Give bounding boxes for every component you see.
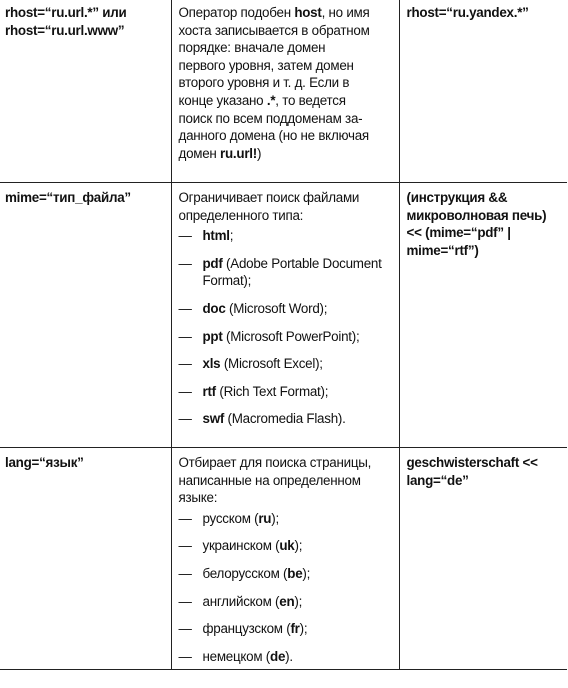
description-line: поиск по всем поддоменам за- bbox=[178, 110, 363, 126]
list-item-text: украинском ( bbox=[202, 538, 280, 554]
list-item-text: (Microsoft Word); bbox=[225, 300, 328, 316]
list-item-text: (Rich Text Format); bbox=[215, 383, 329, 399]
example-query: << (mime=“pdf” | bbox=[406, 225, 511, 241]
description-line: первого уровня, затем домен bbox=[178, 57, 354, 73]
list-item-text: (Adobe Portable Document Format); bbox=[202, 255, 382, 289]
description-line: Ограничивает поиск файлами bbox=[178, 190, 360, 205]
operator-cell bbox=[0, 183, 171, 448]
list-item-text: ). bbox=[285, 648, 293, 664]
description-line: написанные на определенном bbox=[178, 472, 361, 488]
example-query: микроволновая печь) bbox=[406, 207, 547, 223]
dash-bullet: — bbox=[178, 411, 192, 427]
dash-bullet: — bbox=[178, 621, 192, 637]
operator-cell bbox=[0, 448, 171, 670]
operator-syntax: lang=“язык” bbox=[5, 455, 84, 470]
description-line: конце указано .*, то ведется bbox=[178, 92, 346, 108]
list-item-key: uk bbox=[279, 538, 295, 554]
list-item bbox=[179, 510, 393, 528]
file-type-list bbox=[179, 227, 393, 428]
operator-syntax-text: rhost=“ru.url.www” bbox=[5, 22, 125, 38]
list-item bbox=[179, 565, 393, 583]
dash-bullet: — bbox=[178, 565, 192, 581]
description-cell bbox=[171, 183, 399, 448]
list-item bbox=[179, 620, 393, 638]
dash-bullet: — bbox=[178, 383, 192, 399]
dash-bullet: — bbox=[178, 510, 192, 526]
list-item bbox=[179, 648, 393, 666]
description-line: хоста записывается в обратном bbox=[178, 22, 370, 38]
list-item-key: rtf bbox=[202, 383, 216, 399]
operator-syntax bbox=[5, 22, 165, 40]
language-list bbox=[179, 510, 393, 666]
list-item bbox=[179, 300, 393, 318]
list-item-key: fr bbox=[290, 621, 300, 637]
dash-bullet: — bbox=[178, 538, 192, 554]
description-line: второго уровня и т. д. Если в bbox=[178, 75, 350, 91]
list-item-key: ru bbox=[258, 510, 272, 526]
table-row bbox=[0, 448, 567, 670]
list-item-key: en bbox=[279, 593, 295, 609]
example-query: rhost=“ru.yandex.*” bbox=[406, 5, 529, 20]
list-item-key: doc bbox=[202, 300, 226, 316]
list-item-key: pdf bbox=[202, 255, 223, 271]
description-line: Отбирает для поиска страницы, bbox=[178, 455, 372, 470]
dash-bullet: — bbox=[178, 228, 192, 244]
list-item bbox=[179, 410, 393, 428]
description-line: языке: bbox=[178, 490, 218, 506]
dash-bullet: — bbox=[178, 300, 192, 316]
list-item bbox=[179, 593, 393, 611]
table-row bbox=[0, 0, 567, 183]
list-item-key: swf bbox=[202, 411, 225, 427]
list-item-key: xls bbox=[202, 356, 221, 372]
list-item-text: (Microsoft PowerPoint); bbox=[222, 328, 360, 344]
list-item-text: немецком ( bbox=[202, 648, 271, 664]
list-item-text: французском ( bbox=[202, 621, 291, 637]
example-cell bbox=[399, 183, 567, 448]
list-item-key: ppt bbox=[202, 328, 223, 344]
description-line: домен ru.url!) bbox=[178, 145, 262, 161]
list-item-text: английском ( bbox=[202, 593, 280, 609]
list-item-text: (Macromedia Flash). bbox=[224, 411, 346, 427]
example-query: geschwisterschaft << bbox=[406, 455, 538, 470]
list-item-text: ); bbox=[302, 565, 311, 581]
dash-bullet: — bbox=[178, 356, 192, 372]
operator-cell bbox=[0, 0, 171, 183]
list-item-key: de bbox=[270, 648, 286, 664]
list-item bbox=[179, 537, 393, 555]
list-item-text: ; bbox=[229, 228, 234, 244]
dash-bullet: — bbox=[178, 593, 192, 609]
operator-syntax: rhost=“ru.url.*” или bbox=[5, 5, 127, 20]
description-line: данного домена (но не включая bbox=[178, 128, 369, 144]
description-line: Оператор подобен host, но имя bbox=[178, 5, 370, 20]
dash-bullet: — bbox=[178, 648, 192, 664]
description-line: порядке: вначале домен bbox=[178, 40, 326, 56]
example-query: lang=“de” bbox=[406, 472, 469, 488]
description-cell bbox=[171, 0, 399, 183]
example-query: mime=“rtf”) bbox=[406, 242, 479, 258]
table-row bbox=[0, 183, 567, 448]
example-query: (инструкция && bbox=[406, 190, 508, 205]
operator-syntax: mime=“тип_файла” bbox=[5, 190, 131, 205]
list-item-text: (Microsoft Excel); bbox=[220, 356, 323, 372]
list-item-text: ); bbox=[294, 593, 303, 609]
list-item-key: html bbox=[202, 228, 230, 244]
list-item bbox=[179, 383, 393, 401]
list-item-text: ); bbox=[299, 621, 308, 637]
example-cell bbox=[399, 448, 567, 670]
description-line: определенного типа: bbox=[178, 207, 304, 223]
dash-bullet: — bbox=[178, 328, 192, 344]
dash-bullet: — bbox=[178, 255, 192, 271]
description-cell bbox=[171, 448, 399, 670]
list-item-key: be bbox=[287, 565, 303, 581]
list-item bbox=[179, 355, 393, 373]
list-item-text: русском ( bbox=[202, 510, 259, 526]
example-cell bbox=[399, 0, 567, 183]
list-item bbox=[179, 328, 393, 346]
list-item bbox=[179, 255, 393, 290]
list-item-text: ); bbox=[271, 510, 279, 526]
list-item-text: белорусском ( bbox=[202, 565, 288, 581]
list-item-text: ); bbox=[294, 538, 303, 554]
list-item bbox=[179, 227, 393, 245]
